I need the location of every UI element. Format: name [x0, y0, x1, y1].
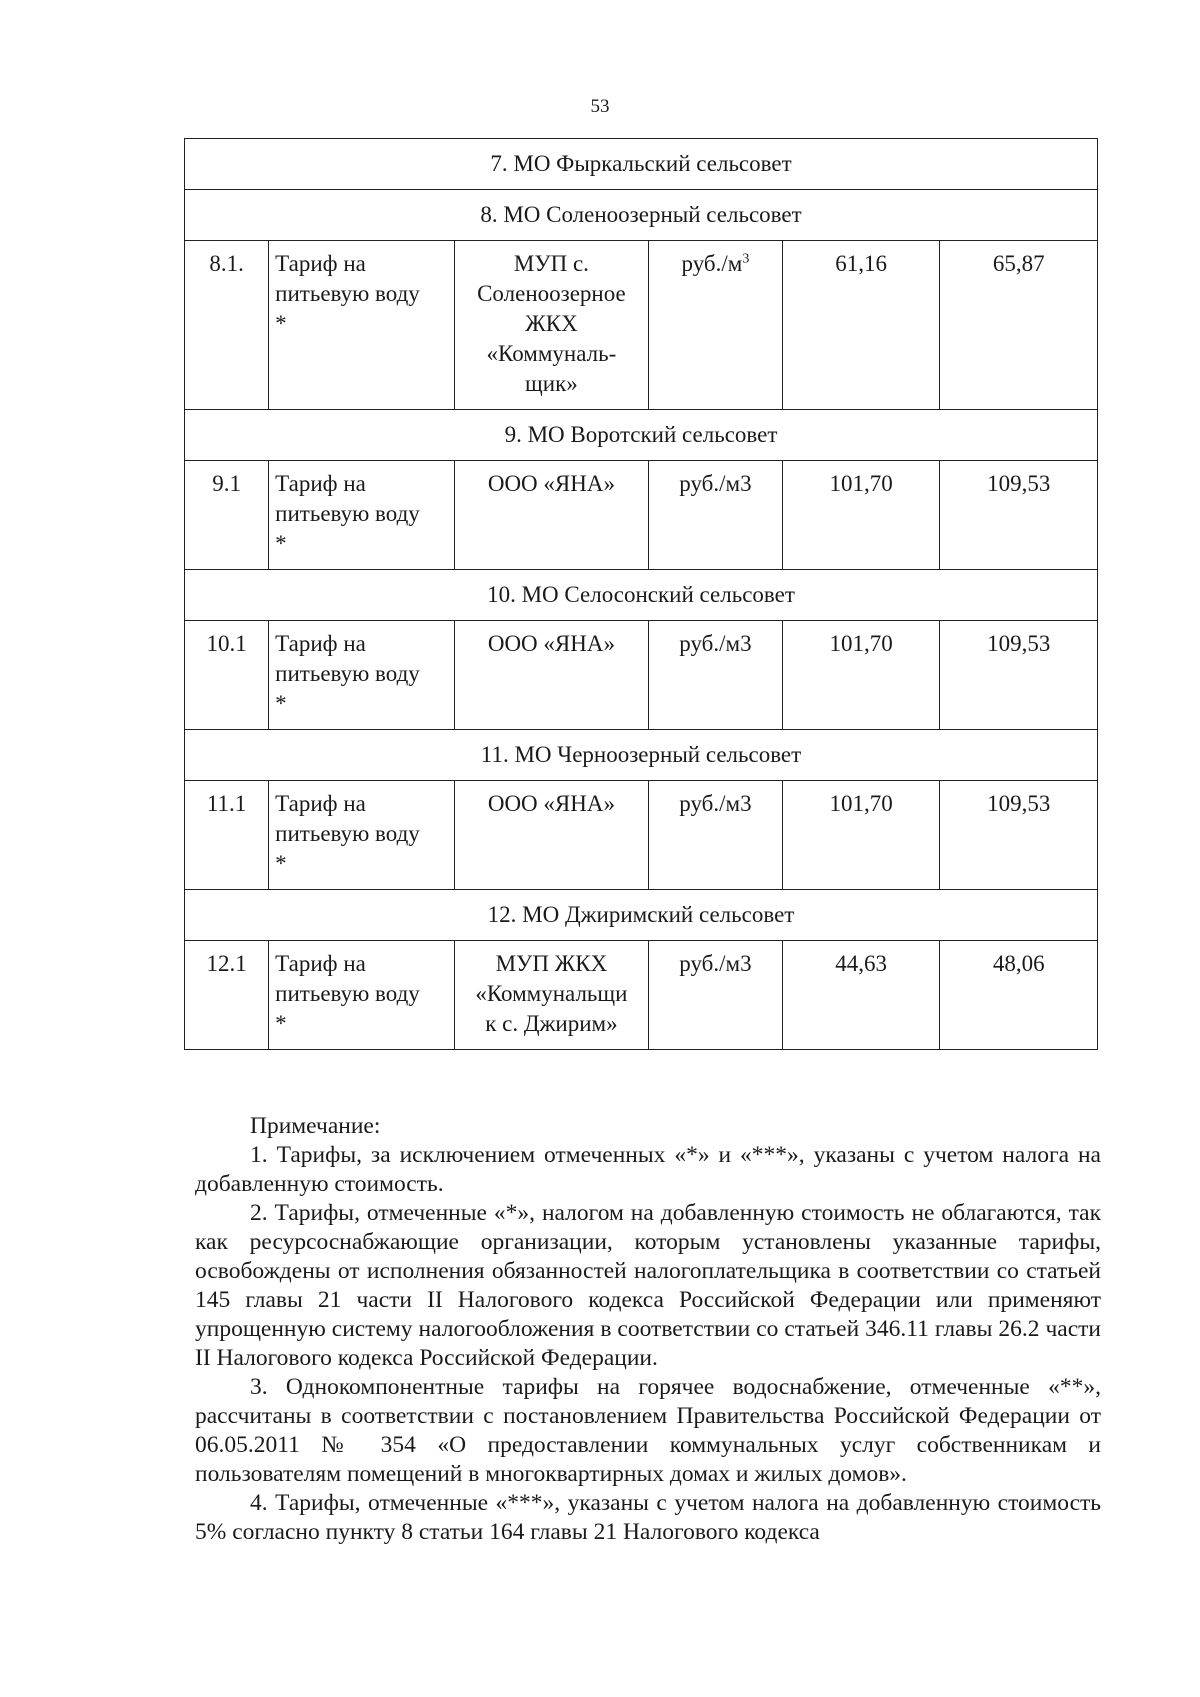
row-number: 11.1 — [185, 781, 269, 890]
tariff-value-2: 109,53 — [940, 781, 1098, 890]
tariff-name-line: * — [275, 531, 287, 556]
row-number: 10.1 — [185, 621, 269, 730]
organization-line: МУП с. — [513, 251, 589, 276]
notes-section — [195, 1112, 1101, 1547]
note-item: 3. Однокомпонентные тарифы на горячее водоснабжение, отмеченные «**», рассчитаны в соответствии с постановлением Правительства Российской Федерации от 06.05.2011 № 354 «О предоставлении коммунальных услуг собственникам и пользователям помещений в многоквартирных домах и жилых домов». — [195, 1374, 1101, 1487]
unit — [649, 941, 783, 1050]
tariff-row — [185, 461, 1098, 570]
section-title: 12. МО Джиримский сельсовет — [185, 890, 1098, 941]
tariff-name-line: Тариф на — [275, 251, 366, 276]
notes-title: Примечание: — [250, 1113, 381, 1139]
tariff-value-2: 109,53 — [940, 621, 1098, 730]
organization-line: ООО «ЯНА» — [487, 471, 615, 496]
unit-text: руб./м3 — [679, 951, 752, 976]
tariff-name-line: Тариф на — [275, 951, 366, 976]
organization-line: «Коммунальщи — [475, 981, 628, 1006]
unit — [649, 461, 783, 570]
tariff-name-line: питьевую воду — [275, 981, 420, 1006]
section-title: 7. МО Фыркальский сельсовет — [185, 139, 1098, 190]
section-title: 10. МО Селосонский сельсовет — [185, 570, 1098, 621]
section-row — [185, 410, 1098, 461]
note-item: 1. Тарифы, за исключением отмеченных «*» и «***», указаны с учетом налога на добавленную стоимость. — [195, 1142, 1101, 1197]
organization-line: к с. Джирим» — [485, 1011, 618, 1036]
organization-line: МУП ЖКХ — [495, 951, 608, 976]
section-row — [185, 190, 1098, 241]
organization-line: щик» — [525, 371, 578, 396]
unit — [649, 781, 783, 890]
tariff-name-line: Тариф на — [275, 791, 366, 816]
tariff-table-body — [185, 139, 1098, 1050]
unit-text: руб./м3 — [679, 471, 752, 496]
tariff-value-1: 61,16 — [782, 241, 940, 410]
page-number: 53 — [590, 96, 610, 117]
tariff-row — [185, 241, 1098, 410]
tariff-name-line: * — [275, 311, 287, 336]
section-title: 9. МО Воротский сельсовет — [185, 410, 1098, 461]
section-row — [185, 890, 1098, 941]
section-row — [185, 730, 1098, 781]
tariff-value-2: 109,53 — [940, 461, 1098, 570]
tariff-value-2: 48,06 — [940, 941, 1098, 1050]
tariff-value-1: 44,63 — [782, 941, 940, 1050]
tariff-value-2: 65,87 — [940, 241, 1098, 410]
tariff-name-line: * — [275, 691, 287, 716]
note-item: 2. Тарифы, отмеченные «*», налогом на добавленную стоимость не облагаются, так как ресурсоснабжающие организации, которым установлены указанные тарифы, освобождены от исполнения обязанностей налогоплательщика в соответствии со статьей 145 главы 21 части II Налогового кодекса Российской Федерации или применяют упрощенную систему налогообложения в соответствии со статьей 346.11 главы 26.2 части II Налогового кодекса Российской Федерации. — [195, 1200, 1101, 1371]
unit — [649, 621, 783, 730]
unit-text: руб./м — [681, 251, 743, 276]
tariff-row — [185, 781, 1098, 890]
section-title: 8. МО Соленоозерный сельсовет — [185, 190, 1098, 241]
tariff-name-line: Тариф на — [275, 471, 366, 496]
row-number: 8.1. — [185, 241, 269, 410]
organization — [454, 461, 648, 570]
tariff-name-line: питьевую воду — [275, 501, 420, 526]
unit-text: руб./м3 — [679, 631, 752, 656]
tariff-value-1: 101,70 — [782, 621, 940, 730]
tariff-name-line: питьевую воду — [275, 821, 420, 846]
organization — [454, 941, 648, 1050]
unit-text: руб./м3 — [679, 791, 752, 816]
unit — [649, 241, 783, 410]
organization-line: Соленоозерное — [477, 281, 626, 306]
organization-line: ООО «ЯНА» — [487, 791, 615, 816]
tariff-name-line: питьевую воду — [275, 281, 420, 306]
tariff-name — [269, 461, 455, 570]
organization-line: ЖКХ — [525, 311, 578, 336]
row-number: 12.1 — [185, 941, 269, 1050]
tariff-value-1: 101,70 — [782, 461, 940, 570]
tariff-name — [269, 941, 455, 1050]
organization — [454, 621, 648, 730]
tariff-name-line: * — [275, 1011, 287, 1036]
tariff-value-1: 101,70 — [782, 781, 940, 890]
tariff-row — [185, 621, 1098, 730]
organization — [454, 781, 648, 890]
tariff-row — [185, 941, 1098, 1050]
organization-line: «Коммуналь- — [486, 341, 617, 366]
note-item: 4. Тарифы, отмеченные «***», указаны с учетом налога на добавленную стоимость 5% согласно пункту 8 статьи 164 главы 21 Налогового кодекса — [195, 1490, 1101, 1545]
section-row — [185, 570, 1098, 621]
section-row — [185, 139, 1098, 190]
tariff-name-line: питьевую воду — [275, 661, 420, 686]
tariff-name — [269, 781, 455, 890]
row-number: 9.1 — [185, 461, 269, 570]
organization — [454, 241, 648, 410]
tariff-table — [184, 138, 1098, 1050]
tariff-name-line: Тариф на — [275, 631, 366, 656]
tariff-name — [269, 621, 455, 730]
tariff-name — [269, 241, 455, 410]
unit-superscript: 3 — [742, 251, 750, 267]
section-title: 11. МО Черноозерный сельсовет — [185, 730, 1098, 781]
tariff-name-line: * — [275, 851, 287, 876]
organization-line: ООО «ЯНА» — [487, 631, 615, 656]
